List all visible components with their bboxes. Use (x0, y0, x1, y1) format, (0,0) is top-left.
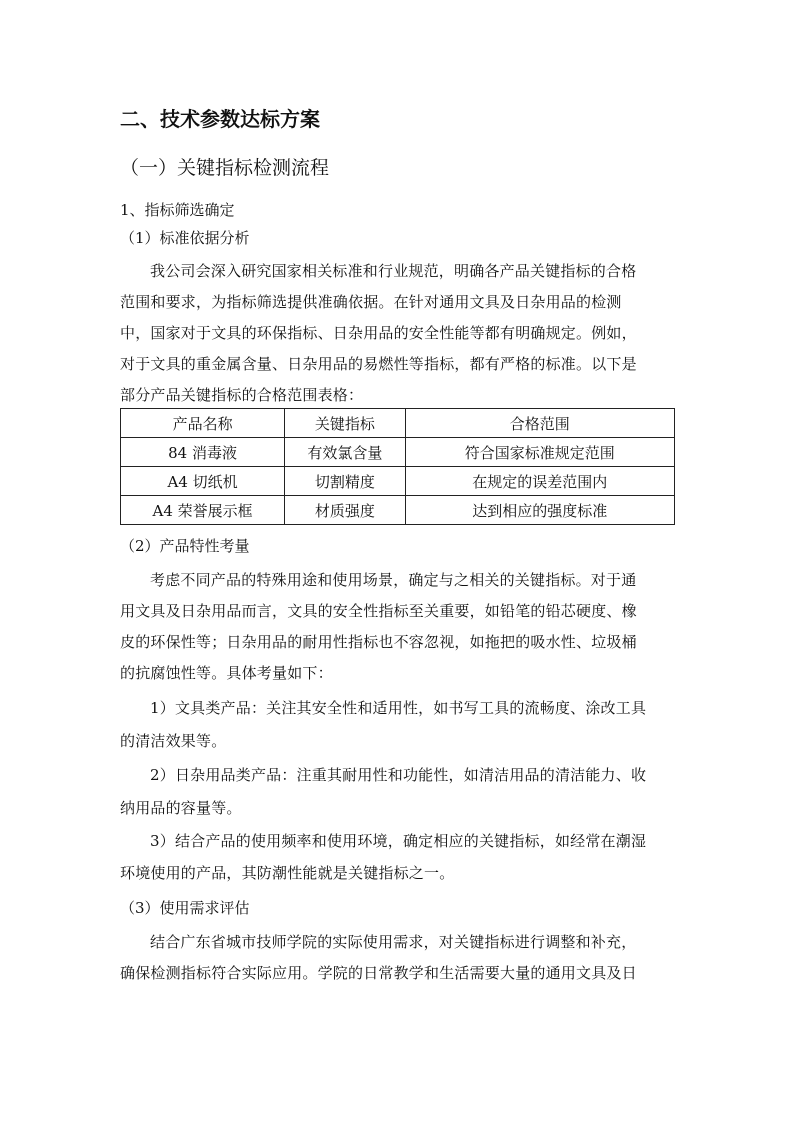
table-row (121, 496, 675, 525)
paragraph-line: 对于文具的重金属含量、日杂用品的易燃性等指标，都有严格的标准。以下是 (120, 355, 637, 373)
sub2-title: （2）产品特性考量 (120, 537, 250, 555)
spec-table (120, 408, 675, 525)
table-cell: 在规定的误差范围内 (405, 467, 675, 496)
paragraph-line: 确保检测指标符合实际应用。学院的日常教学和生活需要大量的通用文具及日 (120, 964, 637, 982)
paragraph-line: 用文具及日杂用品而言，文具的安全性指标至关重要，如铅笔的铅芯硬度、橡 (120, 602, 637, 620)
table-row (121, 467, 675, 496)
list-item-line: 环境使用的产品，其防潮性能就是关键指标之一。 (120, 864, 455, 882)
subsection-heading: （一）关键指标检测流程 (120, 157, 330, 179)
table-cell: A4 荣誉展示框 (121, 496, 285, 525)
table-cell: 材质强度 (285, 496, 405, 525)
table-cell: 达到相应的强度标准 (405, 496, 675, 525)
list-item-line: 3）结合产品的使用频率和使用环境，确定相应的关键指标，如经常在潮湿 (150, 832, 647, 850)
paragraph-line: 我公司会深入研究国家相关标准和行业规范，明确各产品关键指标的合格 (150, 262, 637, 280)
paragraph-line: 中，国家对于文具的环保指标、日杂用品的安全性能等都有明确规定。例如， (120, 324, 637, 342)
table-cell: 有效氯含量 (285, 438, 405, 467)
list-item-line: 的清洁效果等。 (120, 732, 227, 750)
table-header-row (121, 409, 675, 438)
table-cell: 84 消毒液 (121, 438, 285, 467)
paragraph-line: 部分产品关键指标的合格范围表格： (120, 386, 364, 404)
item-heading: 1、指标筛选确定 (120, 201, 235, 219)
list-item-line: 1）文具类产品：关注其安全性和适用性，如书写工具的流畅度、涂改工具 (150, 699, 647, 717)
paragraph-line: 范围和要求，为指标筛选提供准确依据。在针对通用文具及日杂用品的检测 (120, 293, 622, 311)
list-item-line: 2）日杂用品类产品：注重其耐用性和功能性，如清洁用品的清洁能力、收 (150, 766, 647, 784)
table-header-cell: 关键指标 (285, 409, 405, 438)
table-cell: A4 切纸机 (121, 467, 285, 496)
sub1-title: （1）标准依据分析 (120, 229, 250, 247)
list-item-line: 纳用品的容量等。 (120, 799, 242, 817)
paragraph-line: 皮的环保性等；日杂用品的耐用性指标也不容忽视，如拖把的吸水性、垃圾桶 (120, 633, 637, 651)
table-cell: 切割精度 (285, 467, 405, 496)
table-header-cell: 合格范围 (405, 409, 675, 438)
table-row (121, 438, 675, 467)
paragraph-line: 结合广东省城市技师学院的实际使用需求，对关键指标进行调整和补充， (150, 933, 637, 951)
paragraph-line: 考虑不同产品的特殊用途和使用场景，确定与之相关的关键指标。对于通 (150, 571, 637, 589)
table-header-cell: 产品名称 (121, 409, 285, 438)
table-cell: 符合国家标准规定范围 (405, 438, 675, 467)
section-heading: 二、技术参数达标方案 (120, 107, 320, 131)
paragraph-line: 的抗腐蚀性等。具体考量如下： (120, 664, 333, 682)
sub3-title: （3）使用需求评估 (120, 899, 250, 917)
